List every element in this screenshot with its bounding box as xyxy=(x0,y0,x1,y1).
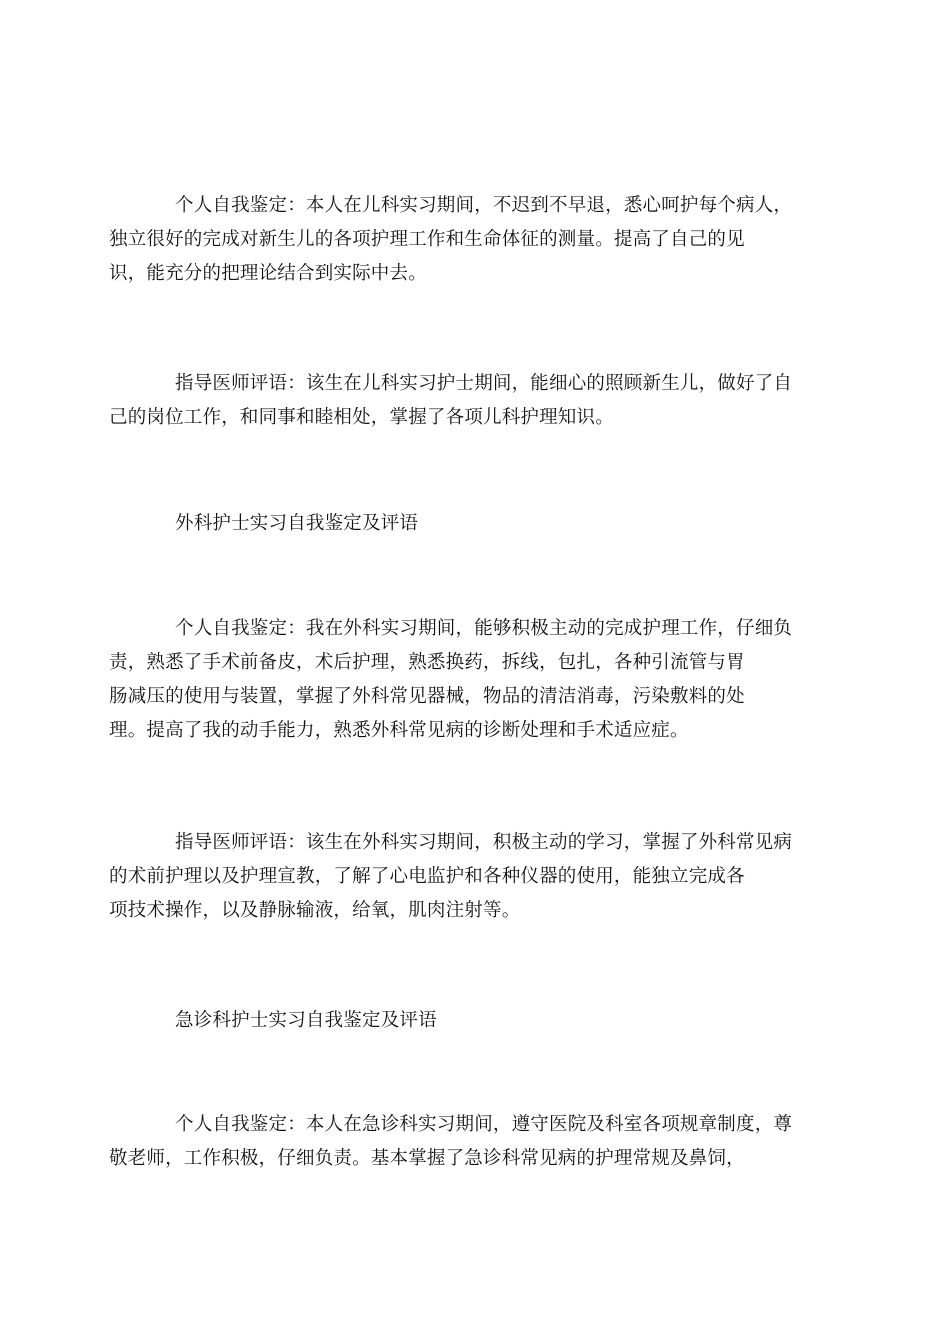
text-line: 肠减压的使用与装置，掌握了外科常见器械，物品的清洁消毒，污染敷料的处 xyxy=(109,686,745,707)
text-line: 己的岗位工作，和同事和睦相处，掌握了各项儿科护理知识。 xyxy=(109,407,614,428)
pediatric-instructor-comment xyxy=(109,367,808,435)
text-line: 责，熟悉了手术前备皮，术后护理，熟悉换药，拆线，包扎，各种引流管与胃 xyxy=(109,652,745,673)
text-line: 敬老师，工作积极，仔细负责。基本掌握了急诊科常见病的护理常规及鼻饲， xyxy=(109,1148,745,1169)
surgery-self-assessment xyxy=(109,612,808,748)
text-line: 个人自我鉴定：本人在儿科实习期间，不迟到不早退，悉心呵护每个病人， xyxy=(175,195,793,216)
emergency-self-assessment xyxy=(109,1108,808,1176)
pediatric-self-assessment xyxy=(109,189,808,291)
text-line: 识，能充分的把理论结合到实际中去。 xyxy=(109,263,427,284)
surgery-instructor-comment xyxy=(109,826,808,928)
emergency-section-heading: 急诊科护士实习自我鉴定及评语 xyxy=(175,1010,437,1031)
text-line: 理。提高了我的动手能力，熟悉外科常见病的诊断处理和手术适应症。 xyxy=(109,720,689,741)
text-line: 指导医师评语：该生在儿科实习护士期间，能细心的照顾新生儿，做好了自 xyxy=(175,373,793,394)
text-line: 独立很好的完成对新生儿的各项护理工作和生命体征的测量。提高了自己的见 xyxy=(109,229,745,250)
text-line: 个人自我鉴定：本人在急诊科实习期间，遵守医院及科室各项规章制度，尊 xyxy=(175,1114,793,1135)
text-line: 指导医师评语：该生在外科实习期间，积极主动的学习，掌握了外科常见病 xyxy=(175,832,793,853)
surgery-section-heading: 外科护士实习自我鉴定及评语 xyxy=(175,513,419,534)
text-line: 的术前护理以及护理宣教，了解了心电监护和各种仪器的使用，能独立完成各 xyxy=(109,866,745,887)
text-line: 项技术操作，以及静脉输液，给氧，肌肉注射等。 xyxy=(109,900,521,921)
text-line: 个人自我鉴定：我在外科实习期间，能够积极主动的完成护理工作，仔细负 xyxy=(175,618,793,639)
